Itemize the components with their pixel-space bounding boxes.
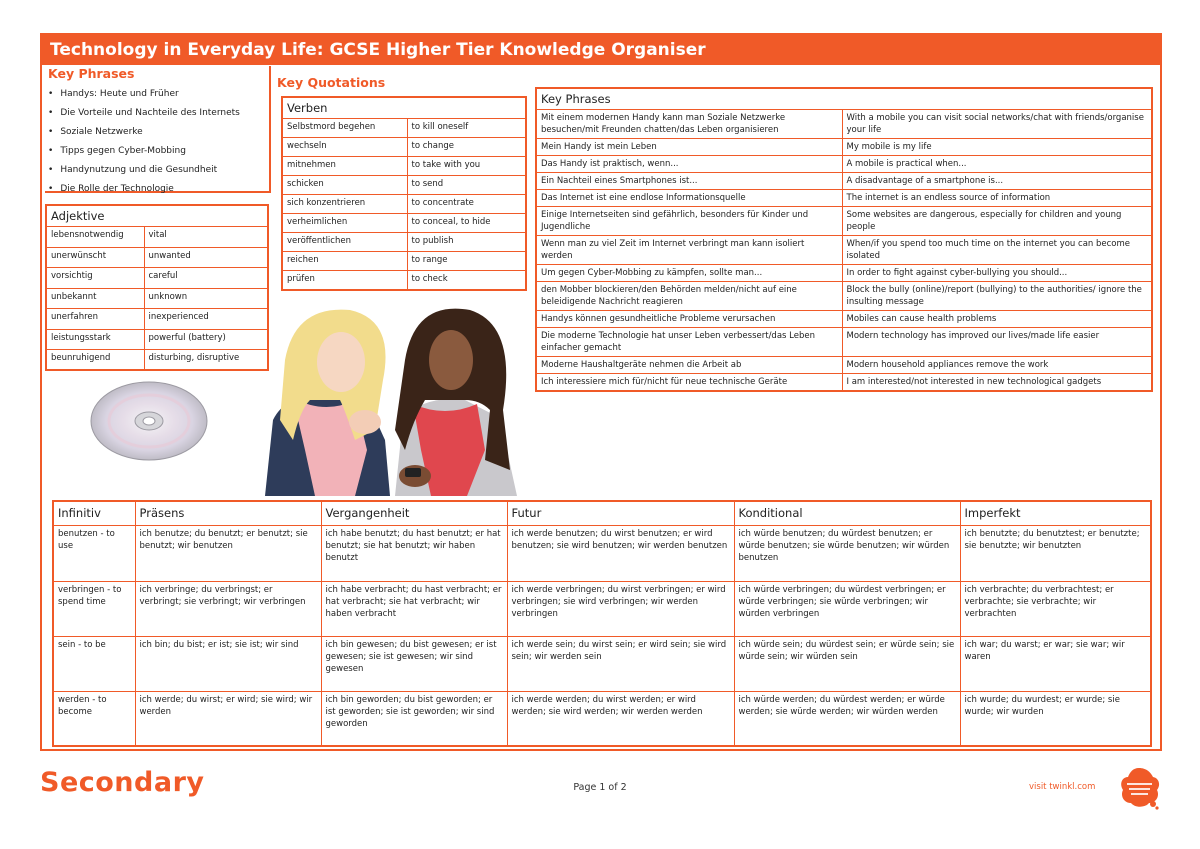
table-row [282, 119, 526, 138]
col-futur: Futur [507, 501, 734, 525]
english-verb: to take with you [407, 157, 526, 176]
girls-with-phone-image [255, 300, 525, 496]
table-row [46, 227, 268, 248]
english-phrase: Some websites are dangerous, especially for children and young people [842, 207, 1152, 236]
german-verb: Selbstmord begehen [282, 119, 407, 138]
english-word: inexperienced [144, 309, 268, 330]
german-verb: mitnehmen [282, 157, 407, 176]
english-phrase: Modern technology has improved our lives/made life easier [842, 328, 1152, 357]
english-phrase: Mobiles can cause health problems [842, 311, 1152, 328]
english-verb: to conceal, to hide [407, 214, 526, 233]
german-verb: veröffentlichen [282, 233, 407, 252]
col-konditional: Konditional [734, 501, 960, 525]
english-verb: to publish [407, 233, 526, 252]
english-phrase: A disadvantage of a smartphone is... [842, 173, 1152, 190]
table-row [536, 265, 1152, 282]
table-cell: ich bin gewesen; du bist gewesen; er ist gewesen; sie ist gewesen; wir sind gewesen [321, 636, 507, 691]
table-row [282, 195, 526, 214]
german-verb: verheimlichen [282, 214, 407, 233]
quality-badge-icon [1117, 765, 1162, 810]
table-row [46, 309, 268, 330]
visit-link[interactable]: visit twinkl.com [1029, 782, 1096, 792]
german-word: unerwünscht [46, 247, 144, 268]
table-cell: ich würde sein; du würdest sein; er würde sein; sie würde sein; wir würden sein [734, 636, 960, 691]
table-row [536, 190, 1152, 207]
table-header-row [53, 501, 1151, 525]
table-cell: ich werde; du wirst; er wird; sie wird; wir werden [135, 691, 321, 746]
english-phrase: Modern household appliances remove the work [842, 357, 1152, 374]
german-word: beunruhigend [46, 350, 144, 371]
adjektive-heading: Adjektive [46, 205, 268, 227]
english-phrase: A mobile is practical when... [842, 156, 1152, 173]
table-row [536, 374, 1152, 392]
table-cell: ich verbringe; du verbringst; er verbringt; sie verbringt; wir verbringen [135, 581, 321, 636]
topic-list [48, 85, 240, 199]
verben-table [281, 96, 527, 291]
col-praesens: Präsens [135, 501, 321, 525]
table-row [536, 173, 1152, 190]
col-infinitiv: Infinitiv [53, 501, 135, 525]
english-verb: to kill oneself [407, 119, 526, 138]
table-row [282, 138, 526, 157]
english-word: disturbing, disruptive [144, 350, 268, 371]
table-row [536, 236, 1152, 265]
key-phrases-heading: Key Phrases [48, 66, 135, 81]
german-phrase: Ich interessiere mich für/nicht für neue technische Geräte [536, 374, 842, 392]
key-phrases-table-heading: Key Phrases [536, 88, 1152, 110]
english-phrase: My mobile is my life [842, 139, 1152, 156]
german-phrase: den Mobber blockieren/den Behörden melden/nicht auf eine beleidigende Nachricht reagieren [536, 282, 842, 311]
table-row [282, 233, 526, 252]
table-cell: ich bin; du bist; er ist; sie ist; wir sind [135, 636, 321, 691]
table-cell: ich bin geworden; du bist geworden; er ist geworden; sie ist geworden; wir sind geworden [321, 691, 507, 746]
table-cell: ich habe benutzt; du hast benutzt; er hat benutzt; sie hat benutzt; wir haben benutzt [321, 525, 507, 581]
german-phrase: Das Internet ist eine endlose Informationsquelle [536, 190, 842, 207]
table-row [46, 247, 268, 268]
table-row [536, 328, 1152, 357]
english-verb: to check [407, 271, 526, 290]
table-cell: ich wurde; du wurdest; er wurde; sie wurde; wir wurden [960, 691, 1151, 746]
table-row [53, 581, 1151, 636]
table-cell: verbringen - to spend time [53, 581, 135, 636]
col-vergangenheit: Vergangenheit [321, 501, 507, 525]
german-phrase: Moderne Haushaltgeräte nehmen die Arbeit ab [536, 357, 842, 374]
german-word: unerfahren [46, 309, 144, 330]
english-word: vital [144, 227, 268, 248]
english-verb: to concentrate [407, 195, 526, 214]
table-row [536, 357, 1152, 374]
english-verb: to range [407, 252, 526, 271]
table-row [282, 214, 526, 233]
german-verb: wechseln [282, 138, 407, 157]
table-row [46, 288, 268, 309]
table-cell: ich verbrachte; du verbrachtest; er verbrachte; sie verbrachte; wir verbrachten [960, 581, 1151, 636]
key-phrases-table [535, 87, 1153, 392]
german-phrase: Die moderne Technologie hat unser Leben verbessert/das Leben einfacher gemacht [536, 328, 842, 357]
cd-disc-image [88, 380, 210, 462]
german-word: lebensnotwendig [46, 227, 144, 248]
list-item: • Tipps gegen Cyber-Mobbing [48, 142, 240, 161]
german-verb: reichen [282, 252, 407, 271]
table-cell: ich würde verbringen; du würdest verbringen; er würde verbringen; sie würde verbringen; wir würden verbringen [734, 581, 960, 636]
table-cell: ich würde benutzen; du würdest benutzen; er würde benutzen; sie würde benutzen; wir würden benutzen [734, 525, 960, 581]
german-verb: schicken [282, 176, 407, 195]
german-verb: prüfen [282, 271, 407, 290]
table-row [536, 207, 1152, 236]
list-item: • Die Rolle der Technologie [48, 180, 240, 199]
table-cell: benutzen - to use [53, 525, 135, 581]
table-row [46, 268, 268, 289]
key-quotations-heading: Key Quotations [277, 75, 386, 90]
table-row [282, 157, 526, 176]
german-phrase: Einige Internetseiten sind gefährlich, besonders für Kinder und Jugendliche [536, 207, 842, 236]
english-verb: to send [407, 176, 526, 195]
table-row [536, 110, 1152, 139]
german-phrase: Handys können gesundheitliche Probleme verursachen [536, 311, 842, 328]
german-phrase: Das Handy ist praktisch, wenn... [536, 156, 842, 173]
table-row [536, 139, 1152, 156]
table-row [46, 329, 268, 350]
table-cell: ich werde benutzen; du wirst benutzen; er wird benutzen; sie wird benutzen; wir werden benutzen [507, 525, 734, 581]
list-item: • Die Vorteile und Nachteile des Internets [48, 104, 240, 123]
secondary-logo: Secondary [40, 767, 205, 798]
table-row [53, 691, 1151, 746]
table-cell: ich würde werden; du würdest werden; er würde werden; sie würde werden; wir würden werden [734, 691, 960, 746]
table-cell: ich benutze; du benutzt; er benutzt; sie benutzt; wir benutzen [135, 525, 321, 581]
conjugation-table [52, 500, 1152, 747]
key-phrases-topics [45, 66, 271, 193]
german-phrase: Mein Handy ist mein Leben [536, 139, 842, 156]
table-cell: ich war; du warst; er war; sie war; wir waren [960, 636, 1151, 691]
english-phrase: Block the bully (online)/report (bullying) to the authorities/ ignore the insulting message [842, 282, 1152, 311]
english-phrase: When/if you spend too much time on the internet you can become isolated [842, 236, 1152, 265]
german-phrase: Wenn man zu viel Zeit im Internet verbringt man kann isoliert werden [536, 236, 842, 265]
table-row [282, 271, 526, 290]
german-word: unbekannt [46, 288, 144, 309]
table-cell: sein - to be [53, 636, 135, 691]
table-cell: ich werde werden; du wirst werden; er wird werden; sie wird werden; wir werden werden [507, 691, 734, 746]
english-phrase: In order to fight against cyber-bullying you should... [842, 265, 1152, 282]
page-title: Technology in Everyday Life: GCSE Higher Tier Knowledge Organiser [42, 35, 1160, 65]
table-cell: ich werde verbringen; du wirst verbringen; er wird verbringen; sie wird verbringen; wir werden verbringen [507, 581, 734, 636]
table-cell: ich habe verbracht; du hast verbracht; er hat verbracht; sie hat verbracht; wir haben verbracht [321, 581, 507, 636]
english-word: powerful (battery) [144, 329, 268, 350]
table-row [536, 156, 1152, 173]
english-word: unknown [144, 288, 268, 309]
table-row [282, 176, 526, 195]
list-item: • Handynutzung und die Gesundheit [48, 161, 240, 180]
list-item: • Soziale Netzwerke [48, 123, 240, 142]
table-row [536, 282, 1152, 311]
english-verb: to change [407, 138, 526, 157]
table-row [46, 350, 268, 371]
table-cell: ich werde sein; du wirst sein; er wird sein; sie wird sein; wir werden sein [507, 636, 734, 691]
german-word: vorsichtig [46, 268, 144, 289]
german-word: leistungsstark [46, 329, 144, 350]
english-word: careful [144, 268, 268, 289]
english-word: unwanted [144, 247, 268, 268]
german-phrase: Mit einem modernen Handy kann man Soziale Netzwerke besuchen/mit Freunden chatten/das Leben organisieren [536, 110, 842, 139]
german-verb: sich konzentrieren [282, 195, 407, 214]
table-row [282, 252, 526, 271]
table-cell: werden - to become [53, 691, 135, 746]
english-phrase: The internet is an endless source of information [842, 190, 1152, 207]
list-item: • Handys: Heute und Früher [48, 85, 240, 104]
table-row [53, 525, 1151, 581]
german-phrase: Um gegen Cyber-Mobbing zu kämpfen, sollte man... [536, 265, 842, 282]
table-row [53, 636, 1151, 691]
verben-heading: Verben [282, 97, 526, 119]
german-phrase: Ein Nachteil eines Smartphones ist... [536, 173, 842, 190]
english-phrase: With a mobile you can visit social networks/chat with friends/organise your life [842, 110, 1152, 139]
adjektive-table [45, 204, 269, 371]
table-row [536, 311, 1152, 328]
english-phrase: I am interested/not interested in new technological gadgets [842, 374, 1152, 392]
table-cell: ich benutzte; du benutztest; er benutzte; sie benutzte; wir benutzten [960, 525, 1151, 581]
col-imperfekt: Imperfekt [960, 501, 1151, 525]
page-number: Page 1 of 2 [573, 782, 627, 793]
